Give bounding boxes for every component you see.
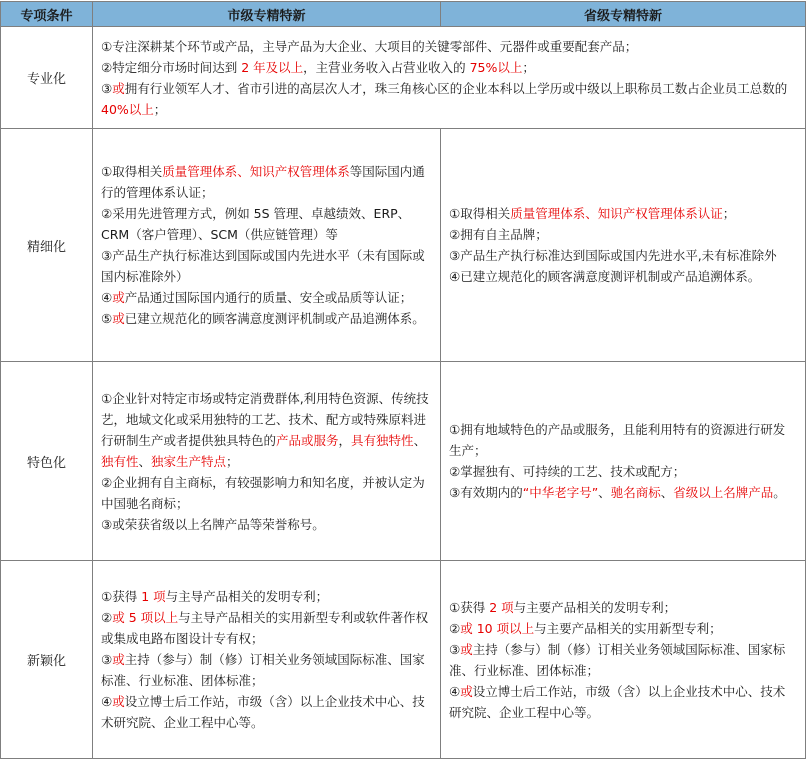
row-characteristic <box>1 362 806 561</box>
criteria-text: ③产品生产执行标准达到国际或国内先进水平,未有标准除外 <box>449 248 777 263</box>
criteria-line <box>449 245 797 266</box>
criteria-text: ④已建立规范化的顾客满意度测评机制或产品追溯体系。 <box>449 269 761 284</box>
criteria-text: 设立博士后工作站，市级（含）以上企业技术中心、技术研究院、企业工程中心等。 <box>101 694 425 730</box>
row-specialization <box>1 27 806 129</box>
criteria-text: 拥有行业领军人才、省市引进的高层次人才，珠三角核心区的企业本科以上学历或中级以上职称员工数占企业员工总数的 <box>124 80 788 96</box>
criteria-line <box>449 419 797 461</box>
highlight-text: 或 <box>112 311 125 326</box>
highlight-text: 或 <box>460 683 473 699</box>
highlight-text: 或 <box>112 290 125 305</box>
criteria-line <box>101 649 432 691</box>
header-city: 市级专精特新 <box>93 2 441 27</box>
criteria-text: ② <box>449 620 461 636</box>
criteria-line <box>449 681 797 723</box>
criteria-text: ，主营业务收入占营业收入的 <box>303 59 470 75</box>
criteria-table <box>0 1 806 759</box>
province-criteria-cell <box>441 129 806 362</box>
criteria-text: 、 <box>413 432 427 448</box>
criteria-line <box>101 78 797 120</box>
criteria-line <box>101 57 797 78</box>
criteria-line <box>101 245 432 287</box>
criteria-text: ⑤ <box>101 311 113 326</box>
criteria-text: ①获得 <box>101 589 142 604</box>
highlight-text: 或 <box>112 694 125 709</box>
criteria-text: ①取得相关 <box>101 164 163 179</box>
province-criteria-cell <box>441 362 806 561</box>
criteria-line <box>449 597 797 618</box>
criteria-text: ； <box>153 101 167 117</box>
criteria-line <box>101 388 432 472</box>
city-criteria-cell <box>93 129 441 362</box>
criteria-text: ③ <box>101 652 113 667</box>
highlight-text: 质量管理体系、知识产权管理体系 <box>162 164 350 179</box>
criteria-text: 已建立规范化的顾客满意度测评机制或产品追溯体系。 <box>124 311 425 326</box>
criteria-text: 主持（参与）制（修）订相关业务领域国际标准、国家标准、行业标准、团体标准； <box>101 652 425 688</box>
criteria-text: ②采用先进管理方式，例如 5S 管理、卓越绩效、ERP、CRM（客户管理）、SCM（供应链管理）等 <box>101 206 411 242</box>
criteria-text: ①取得相关 <box>449 206 511 221</box>
criteria-text: 设立博士后工作站，市级（含）以上企业技术中心、技术研究院、企业工程中心等。 <box>449 683 786 720</box>
highlight-text: 省级以上名牌产品 <box>673 485 774 500</box>
criteria-text: ③有效期内的 <box>449 485 523 500</box>
criteria-text: 产品通过国际国内通行的质量、安全或品质等认证； <box>124 290 413 305</box>
highlight-text: 产品或服务 <box>276 432 339 448</box>
criteria-line <box>449 461 797 482</box>
highlight-text: 具有独特性 <box>351 432 414 448</box>
highlight-text: 驰名商标 <box>610 485 661 500</box>
city-criteria-cell <box>93 561 441 759</box>
category-cell: 精细化 <box>1 129 93 362</box>
header-condition: 专项条件 <box>1 2 93 27</box>
criteria-text: ①专注深耕某个环节或产品，主导产品为大企业、大项目的关键零部件、元器件或重要配套产品； <box>101 38 638 54</box>
criteria-line <box>449 482 797 503</box>
criteria-text: ； <box>226 453 239 469</box>
criteria-text: ①拥有地域特色的产品或服务，且能利用特有的资源进行研发生产； <box>449 422 786 458</box>
criteria-line <box>101 308 432 329</box>
highlight-text: 40%以上 <box>101 101 154 117</box>
criteria-line <box>101 287 432 308</box>
criteria-line <box>449 203 797 224</box>
criteria-text: 、 <box>660 485 674 500</box>
highlight-text: 或 <box>460 641 473 657</box>
criteria-text: 与主导产品相关的发明专利； <box>165 589 329 604</box>
criteria-text: ④ <box>449 683 461 699</box>
highlight-text: 1 项 <box>141 589 166 604</box>
merged-criteria-cell <box>93 27 806 129</box>
criteria-text: 等国际国内通行的管理体系认证； <box>101 164 425 200</box>
highlight-text: 或 <box>112 652 125 667</box>
highlight-text: 独有性 <box>101 453 139 469</box>
criteria-line <box>101 161 432 203</box>
criteria-line <box>449 618 797 639</box>
criteria-line <box>449 224 797 245</box>
row-refinement <box>1 129 806 362</box>
criteria-text: ②拥有自主品牌； <box>449 227 548 242</box>
criteria-text: ③产品生产执行标准达到国际或国内先进水平（未有国际或国内标准除外） <box>101 248 425 284</box>
highlight-text: 2 年及以上 <box>241 59 304 75</box>
criteria-text: 。 <box>773 485 786 500</box>
criteria-text: ②特定细分市场时间达到 <box>101 59 242 75</box>
criteria-text: 、 <box>138 453 152 469</box>
criteria-text: 主持（参与）制（修）订相关业务领域国际标准、国家标准、行业标准、团体标准； <box>449 641 786 678</box>
criteria-text: ②掌握独有、可持续的工艺、技术或配方； <box>449 464 686 479</box>
criteria-text: ①企业针对特定市场或特定消费群体,利用特色资源、传统技艺，地域文化或采用独特的工艺、技术、配方或特殊原料进行研制生产或者提供独具特色的 <box>101 390 429 448</box>
header-row <box>1 2 806 27</box>
category-cell: 专业化 <box>1 27 93 129</box>
criteria-text: ③ <box>101 80 113 96</box>
province-criteria-cell <box>441 561 806 759</box>
highlight-text: 质量管理体系、知识产权管理体系认证 <box>510 206 723 221</box>
highlight-text: 2 项 <box>489 599 514 615</box>
criteria-text: ④ <box>101 694 113 709</box>
criteria-text: 与主要产品相关的实用新型专利； <box>534 620 722 636</box>
criteria-text: ② <box>101 610 113 625</box>
city-criteria-cell <box>93 362 441 561</box>
criteria-text: ③ <box>449 641 461 657</box>
highlight-text: 或 10 项以上 <box>460 620 535 636</box>
highlight-text: 或 5 项以上 <box>112 610 179 625</box>
criteria-text: ①获得 <box>449 599 490 615</box>
highlight-text: 或 <box>112 80 125 96</box>
criteria-text: 、 <box>598 485 611 500</box>
criteria-text: ④ <box>101 290 113 305</box>
category-cell: 特色化 <box>1 362 93 561</box>
criteria-text: 与主导产品相关的实用新型专利或软件著作权或集成电路布图设计专有权； <box>101 610 429 646</box>
row-novelty <box>1 561 806 759</box>
highlight-text: 75%以上 <box>469 59 523 75</box>
highlight-text: 独家生产特点 <box>151 453 227 469</box>
criteria-text: ②企业拥有自主商标，有较强影响力和知名度，并被认定为中国驰名商标； <box>101 474 425 511</box>
highlight-text: “中华老字号” <box>522 485 599 500</box>
criteria-line <box>101 691 432 733</box>
criteria-text: 与主要产品相关的发明专利； <box>513 599 677 615</box>
header-province: 省级专精特新 <box>441 2 806 27</box>
criteria-text: ③或荣获省级以上名牌产品等荣誉称号。 <box>101 516 325 532</box>
criteria-line <box>449 266 797 287</box>
criteria-text: ， <box>338 432 352 448</box>
criteria-line <box>101 514 432 535</box>
criteria-line <box>101 586 432 607</box>
criteria-line <box>449 639 797 681</box>
criteria-line <box>101 203 432 245</box>
criteria-text: ； <box>722 206 736 221</box>
criteria-line <box>101 472 432 514</box>
criteria-text: ； <box>522 59 535 75</box>
category-cell: 新颖化 <box>1 561 93 759</box>
criteria-line <box>101 36 797 57</box>
criteria-line <box>101 607 432 649</box>
